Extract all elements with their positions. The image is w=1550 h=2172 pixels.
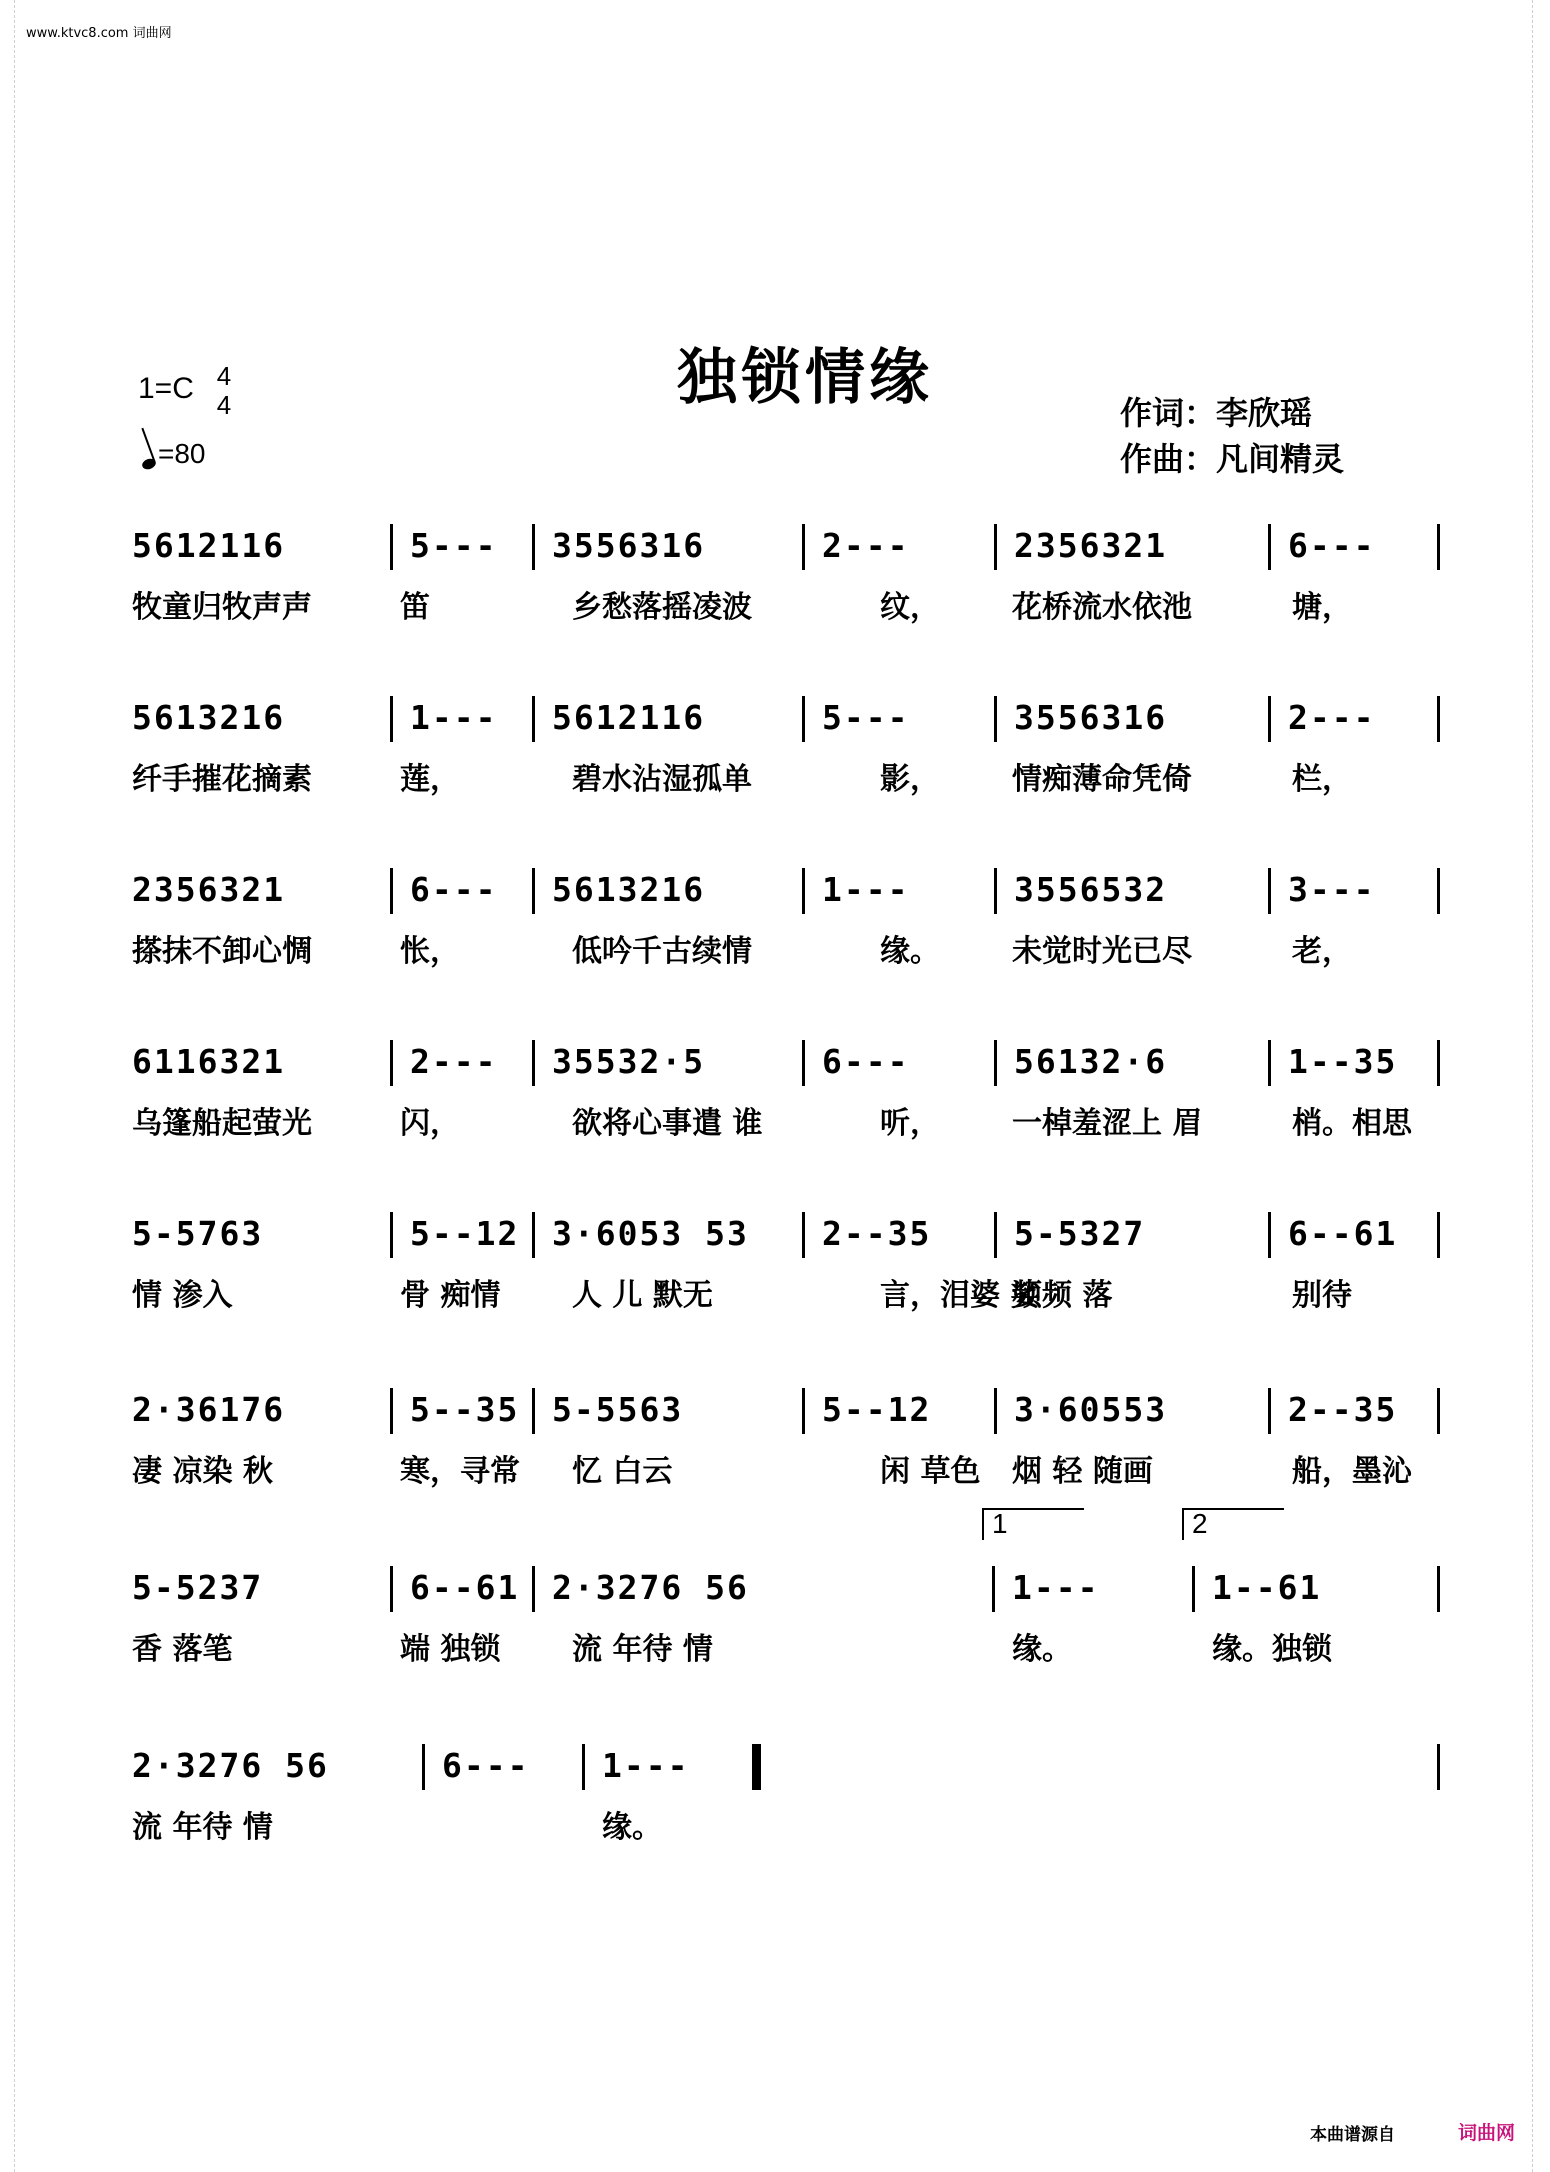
- score-line: [132, 1034, 1452, 1154]
- time-signature-numerator: 4: [216, 361, 232, 391]
- measure: 6--61: [410, 1568, 520, 1607]
- measure: 6---: [1288, 526, 1376, 565]
- measure: 3556316: [1014, 698, 1168, 737]
- lyric-segment: 言，泪婆 娑: [880, 1278, 1041, 1313]
- barline: [532, 696, 535, 742]
- barline: [532, 1040, 535, 1086]
- measure: 2·3276 56: [552, 1568, 749, 1607]
- lyric-segment: 听，: [880, 1106, 940, 1141]
- lyric-segment: 碧水沾湿孤单: [572, 762, 752, 797]
- lyric-segment: 骨 痴情: [400, 1278, 501, 1313]
- measure: 1---: [1012, 1568, 1100, 1607]
- measure: 6---: [410, 870, 498, 909]
- barline: [390, 1566, 393, 1612]
- barline: [390, 868, 393, 914]
- barline: [422, 1744, 425, 1790]
- lyric-segment: 流 年待 情: [572, 1632, 713, 1667]
- barline: [802, 696, 805, 742]
- lyric-segment: 端 独锁: [400, 1632, 501, 1667]
- measure: 6---: [822, 1042, 910, 1081]
- lyric-segment: 梢。相思: [1292, 1106, 1412, 1141]
- barline: [1192, 1566, 1195, 1612]
- lyricist-credit: 作词：李欣瑶: [1120, 394, 1313, 432]
- lyric-segment: 一棹羞涩上 眉: [1012, 1106, 1203, 1141]
- lyric-segment: 未觉时光已尽: [1012, 934, 1192, 969]
- measure: 1--35: [1288, 1042, 1398, 1081]
- quarter-note-icon: [141, 457, 158, 471]
- lyric-segment: 乡愁落摇凌波: [572, 590, 752, 625]
- barline: [994, 1212, 997, 1258]
- right-margin-guide: [1532, 0, 1534, 2172]
- score-line: [132, 1206, 1452, 1326]
- measure: 5-5763: [132, 1214, 264, 1253]
- footer-logo[interactable]: 词曲网: [1458, 2122, 1516, 2144]
- measure: 5--12: [822, 1390, 932, 1429]
- lyric-segment: 寒，寻常: [400, 1454, 520, 1489]
- measure: 3·60553: [1014, 1390, 1168, 1429]
- lyric-segment: 情 渗入: [132, 1278, 233, 1313]
- measure: 5612116: [132, 526, 286, 565]
- measure: 2---: [822, 526, 910, 565]
- lyric-segment: 栏，: [1292, 762, 1352, 797]
- measure: 3---: [1288, 870, 1376, 909]
- barline: [994, 1040, 997, 1086]
- volta-bracket: [982, 1508, 1084, 1540]
- measure: 6---: [442, 1746, 530, 1785]
- measure: 6116321: [132, 1042, 286, 1081]
- lyric-segment: 缘。: [880, 934, 940, 969]
- key-signature: 1=C: [138, 372, 194, 405]
- measure: 5-5237: [132, 1568, 264, 1607]
- volta-number: 2: [1192, 1508, 1208, 1539]
- measure: 56132·6: [1014, 1042, 1168, 1081]
- barline: [802, 1388, 805, 1434]
- barline: [1437, 696, 1440, 742]
- lyric-segment: 情痴薄命凭倚: [1012, 762, 1192, 797]
- measure: 5--12: [410, 1214, 520, 1253]
- measure: 5-5327: [1014, 1214, 1146, 1253]
- lyric-segment: 忆 白云: [572, 1454, 673, 1489]
- lyric-segment: 烟 轻 随画: [1012, 1454, 1153, 1489]
- barline: [994, 1388, 997, 1434]
- measure: 5-5563: [552, 1390, 684, 1429]
- barline: [1437, 1744, 1440, 1790]
- lyric-segment: 老，: [1292, 934, 1352, 969]
- lyric-segment: 凄 凉染 秋: [132, 1454, 273, 1489]
- score-line: [132, 1382, 1452, 1502]
- lyric-segment: 缘。: [1012, 1632, 1072, 1667]
- measure: 1---: [602, 1746, 690, 1785]
- score-line: [132, 862, 1452, 982]
- lyric-segment: 影，: [880, 762, 940, 797]
- footer-source-text: 本曲谱源自: [1310, 2125, 1395, 2145]
- lyric-segment: 频频 落: [1012, 1278, 1113, 1313]
- measure: 5613216: [552, 870, 706, 909]
- tempo-value: =80: [158, 438, 206, 469]
- measure: 1---: [410, 698, 498, 737]
- lyric-segment: 流 年待 情: [132, 1810, 273, 1845]
- barline: [802, 524, 805, 570]
- barline: [1437, 868, 1440, 914]
- measure: 5612116: [552, 698, 706, 737]
- composer-credit: 作曲：凡间精灵: [1120, 440, 1345, 478]
- barline: [532, 524, 535, 570]
- barline: [1437, 524, 1440, 570]
- barline: [994, 868, 997, 914]
- lyric-segment: 花桥流水依池: [1012, 590, 1192, 625]
- measure: 2·36176: [132, 1390, 286, 1429]
- barline: [1437, 1040, 1440, 1086]
- header-url[interactable]: www.ktvc8.com 词曲网: [26, 26, 172, 41]
- measure: 5---: [410, 526, 498, 565]
- measure: 2--35: [822, 1214, 932, 1253]
- barline: [532, 1566, 535, 1612]
- lyric-segment: 欲将心事遣 谁: [572, 1106, 763, 1141]
- measure: 1---: [822, 870, 910, 909]
- measure: 5---: [822, 698, 910, 737]
- measure: 2---: [410, 1042, 498, 1081]
- barline: [532, 1388, 535, 1434]
- lyric-segment: 莲，: [400, 762, 460, 797]
- lyric-segment: 搽抹不卸心惆: [132, 934, 312, 969]
- measure: 3556532: [1014, 870, 1168, 909]
- measure: 2356321: [132, 870, 286, 909]
- lyric-segment: 缘。独锁: [1212, 1632, 1332, 1667]
- score-line: [132, 1738, 1452, 1858]
- lyric-segment: 人 儿 默无: [572, 1278, 713, 1313]
- barline: [390, 1040, 393, 1086]
- measure: 5613216: [132, 698, 286, 737]
- lyric-segment: 塘，: [1292, 590, 1352, 625]
- barline: [994, 696, 997, 742]
- barline: [1437, 1212, 1440, 1258]
- measure: 2356321: [1014, 526, 1168, 565]
- measure: 1--61: [1212, 1568, 1322, 1607]
- lyric-segment: 别待: [1292, 1278, 1352, 1313]
- barline: [992, 1566, 995, 1612]
- barline: [802, 868, 805, 914]
- score-line: [132, 518, 1452, 638]
- barline: [1437, 1566, 1440, 1612]
- barline: [532, 868, 535, 914]
- time-signature: [210, 362, 238, 419]
- lyric-segment: 闪，: [400, 1106, 460, 1141]
- barline: [1268, 868, 1271, 914]
- barline: [1268, 1212, 1271, 1258]
- barline: [994, 524, 997, 570]
- measure: 3556316: [552, 526, 706, 565]
- barline: [390, 1388, 393, 1434]
- lyric-segment: 牧童归牧声声: [132, 590, 312, 625]
- barline: [390, 696, 393, 742]
- measure: 2·3276 56: [132, 1746, 329, 1785]
- lyric-segment: 笛: [400, 590, 430, 625]
- song-title: 独锁情缘: [677, 343, 933, 413]
- barline: [1268, 1388, 1271, 1434]
- measure: 2---: [1288, 698, 1376, 737]
- lyric-segment: 乌篷船起萤光: [132, 1106, 312, 1141]
- tempo-marking: [142, 438, 206, 470]
- lyric-segment: 低吟千古续情: [572, 934, 752, 969]
- barline: [1268, 524, 1271, 570]
- lyric-segment: 缘。: [602, 1810, 662, 1845]
- measure: 35532·5: [552, 1042, 706, 1081]
- volta-bracket: [1182, 1508, 1284, 1540]
- left-margin-guide: [14, 0, 16, 2172]
- barline: [1268, 1040, 1271, 1086]
- volta-number: 1: [992, 1508, 1008, 1539]
- lyric-segment: 闲 草色: [880, 1454, 981, 1489]
- barline: [1437, 1388, 1440, 1434]
- lyric-segment: 船，墨沁: [1292, 1454, 1412, 1489]
- lyric-segment: 香 落笔: [132, 1632, 233, 1667]
- barline: [532, 1212, 535, 1258]
- barline: [582, 1744, 585, 1790]
- barline: [1268, 696, 1271, 742]
- measure: 5--35: [410, 1390, 520, 1429]
- lyric-segment: 纹，: [880, 590, 940, 625]
- barline: [802, 1040, 805, 1086]
- lyric-segment: 怅，: [400, 934, 460, 969]
- lyric-segment: 纤手摧花摘素: [132, 762, 312, 797]
- barline: [390, 524, 393, 570]
- final-barline: [752, 1744, 761, 1790]
- time-signature-denominator: 4: [216, 390, 232, 420]
- measure: 3·6053 53: [552, 1214, 749, 1253]
- measure: 2--35: [1288, 1390, 1398, 1429]
- score-line: [132, 690, 1452, 810]
- measure: 6--61: [1288, 1214, 1398, 1253]
- score-line: [132, 1508, 1452, 1680]
- barline: [390, 1212, 393, 1258]
- barline: [802, 1212, 805, 1258]
